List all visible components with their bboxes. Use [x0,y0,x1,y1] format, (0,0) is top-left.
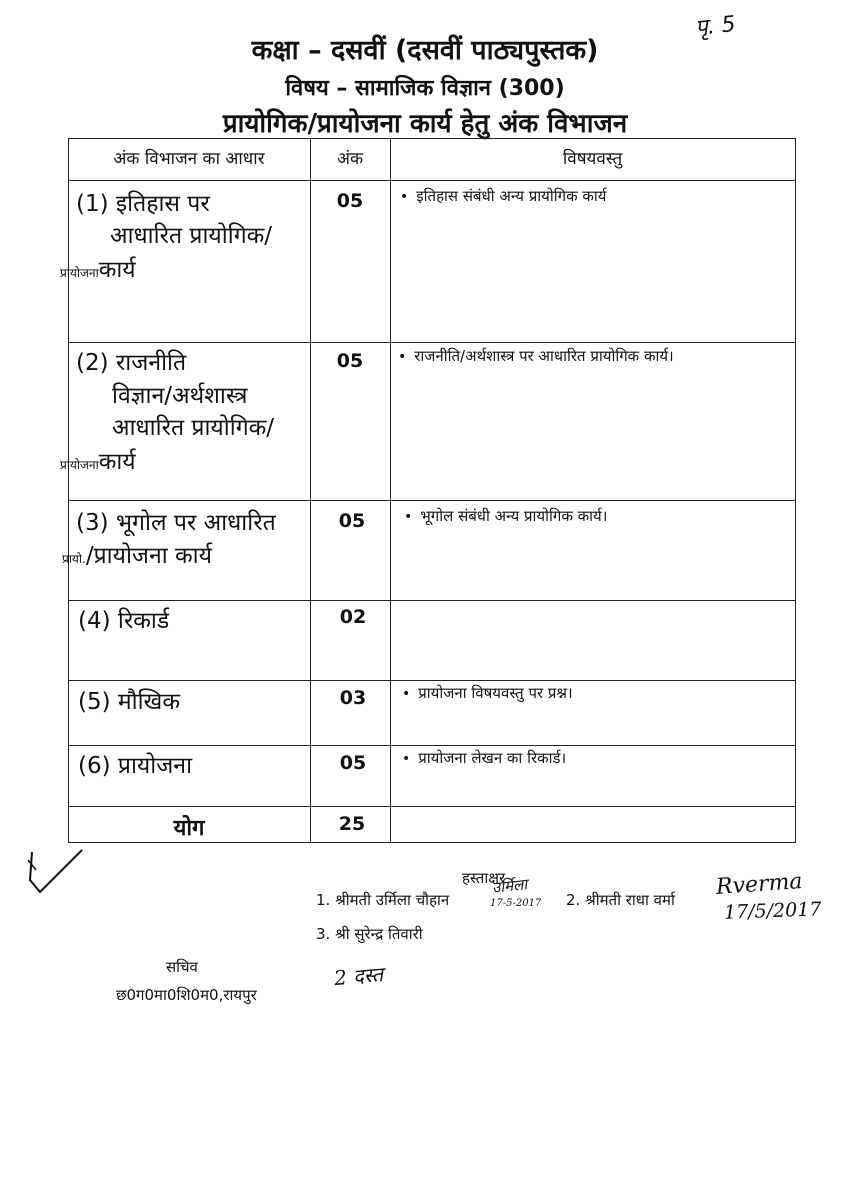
row-marks: 05 [336,190,364,212]
row-marks: 05 [338,510,366,532]
header-marks: अंक [336,149,364,169]
document-title: कक्षा – दसवीं (दसवीं पाठ्यपुस्तक) [251,35,599,66]
row-basis-line: (4) रिकार्ड [78,608,170,634]
row-marks: 05 [339,752,367,774]
header-basis: अंक विभाजन का आधार [113,149,265,169]
signer-2-date: 17/5/2017 [723,898,822,924]
row-basis-annotation: प्रायो. [62,552,86,566]
row-marks: 05 [336,350,364,372]
total-value: 25 [338,813,366,835]
secretary-office: छ0ग0मा0शि0म0,रायपुर [116,986,257,1004]
page-number: पृ. 5 [693,11,737,42]
row-basis-line: आधारित प्रायोगिक/ [110,223,273,249]
row-basis-line: (2) राजनीति [76,350,187,376]
margin-tick-mark [22,840,92,900]
row-content: • प्रायोजना विषयवस्तु पर प्रश्न। [402,683,573,703]
row-content: • प्रायोजना लेखन का रिकार्ड। [402,748,566,768]
row-basis-line: आधारित प्रायोगिक/ [112,415,275,441]
secretary-title: सचिव [166,958,198,976]
signature-heading: हस्ताक्षर [462,869,506,887]
signer-1-date: 17-5-2017 [490,898,542,909]
row-basis-line: (5) मौखिक [78,689,181,715]
row-content: • इतिहास संबंधी अन्य प्रायोगिक कार्य [400,186,607,206]
row-basis-line: (1) इतिहास पर [76,191,210,217]
row-basis-line: विज्ञान/अर्थशास्त्र [112,383,248,409]
row-content: • भूगोल संबंधी अन्य प्रायोगिक कार्य। [404,506,607,526]
header-content: विषयवस्तु [562,149,623,169]
section-title: प्रायोगिक/प्रायोजना कार्य हेतु अंक विभाजन [222,109,628,139]
signer-3: 3. श्री सुरेन्द्र तिवारी [316,925,423,943]
row-basis-line: कार्य [98,449,136,475]
subject-title: विषय – सामाजिक विज्ञान (300) [285,76,565,101]
row-basis-line: (6) प्रायोजना [78,753,193,779]
signer-2: 2. श्रीमती राधा वर्मा [566,891,675,909]
row-content: • राजनीति/अर्थशास्त्र पर आधारित प्रायोगिक कार्य। [398,346,674,366]
row-basis-annotation: प्रायोजना [60,458,99,472]
row-marks: 03 [339,687,367,709]
row-basis-line: कार्य [98,257,136,283]
total-label: योग [173,816,205,841]
row-basis-line: /प्रायोजना कार्य [85,543,212,569]
row-marks: 02 [339,606,367,628]
secretary-handwritten-signature: 2 दस्त [333,961,384,991]
signer-1: 1. श्रीमती उर्मिला चौहान [316,891,450,909]
row-basis-annotation: प्रायोजना [60,266,99,280]
signer-1-handwritten: उर्मिला [491,875,528,897]
signer-2-handwritten: Rverma [715,869,804,900]
row-basis-line: (3) भूगोल पर आधारित [76,510,276,536]
